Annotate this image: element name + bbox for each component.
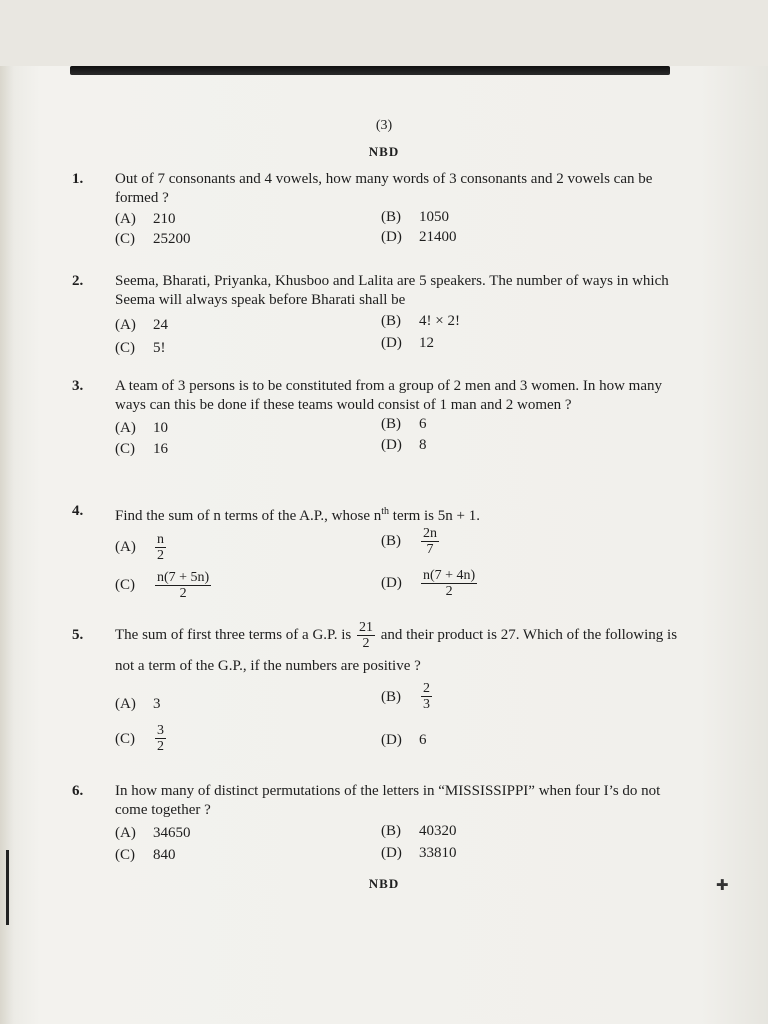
question-number: 6.	[72, 783, 84, 799]
fraction: $\frac{3}{2}$	[157, 723, 164, 755]
option-a: (A) $\frac{n}{2}$	[115, 532, 164, 563]
option-b: (B) 1050	[381, 209, 449, 225]
question-4	[72, 502, 692, 606]
option-a: (A) 210	[115, 211, 176, 227]
question-6	[72, 782, 692, 864]
option-d: (D) 33810	[381, 845, 457, 861]
question-number: 2.	[72, 273, 84, 289]
question-text: Find the sum of n terms of the A.P., whose $n^{th}$ term is 5n + 1.	[115, 506, 480, 524]
option-d: (D) 21400	[381, 229, 457, 245]
fraction: $\frac{2n}{7}$	[423, 526, 437, 557]
page-number: (3)	[375, 118, 393, 133]
question-text: A team of 3 persons is to be constituted from a group of 2 men and 3 women. In how many ways can this be done if these teams would consist of 1 man and 2 women ?	[115, 378, 662, 413]
option-b: (B) 40320	[381, 823, 457, 839]
paper-code: NBD	[368, 144, 400, 159]
option-c: (C) $\frac{n(7 + 5n)}{2}$	[115, 570, 210, 601]
options	[115, 415, 685, 455]
options	[115, 820, 685, 864]
top-binding-bar	[70, 66, 670, 75]
option-d: (D) 6	[381, 732, 427, 749]
option-a: (A) 3	[115, 696, 161, 713]
option-d: (D) 12	[381, 335, 434, 351]
option-b: (B) $\frac{2n}{7}$	[381, 526, 437, 557]
options	[115, 681, 685, 781]
options	[115, 526, 685, 606]
option-a: (A) 10	[115, 420, 168, 436]
question-number: 1.	[72, 171, 84, 187]
question-text: Seema, Bharati, Priyanka, Khusboo and Lalita are 5 speakers. The number of ways in which Seema will always speak before Bharati shall be	[115, 273, 669, 308]
option-a: (A) 24	[115, 317, 168, 333]
option-c: (C) 25200	[115, 231, 191, 247]
question-5	[72, 620, 692, 781]
cross-mark-icon: ✚	[716, 878, 729, 894]
options	[115, 208, 685, 248]
question-number: 4.	[72, 503, 84, 519]
option-d: (D) $\frac{n(7 + 4n)}{2}$	[381, 568, 476, 599]
option-b: (B) 4! × 2!	[381, 313, 460, 329]
option-b: (B) $\frac{2}{3}$	[381, 681, 430, 713]
question-number: 3.	[72, 378, 84, 394]
question-text: In how many of distinct permutations of the letters in “MISSISSIPPI” when four I’s do not come together ?	[115, 783, 661, 818]
question-2	[72, 272, 692, 356]
question-1	[72, 170, 692, 248]
option-d: (D) 8	[381, 437, 427, 453]
question-text: The sum of first three terms of a G.P. is $\frac{21}{2}$ and their product is 27. Which of the following is not a term of the G.P., if the numbers are positive ?	[115, 620, 678, 675]
option-c: (C) 840	[115, 847, 176, 863]
question-3	[72, 377, 692, 455]
options	[115, 310, 685, 356]
fraction: $\frac{2}{3}$	[423, 681, 430, 713]
question-number: 5.	[72, 627, 84, 643]
option-c: (C) 5!	[115, 340, 166, 356]
question-text: Out of 7 consonants and 4 vowels, how many words of 3 consonants and 2 vowels can be formed ?	[115, 171, 653, 206]
fraction: $\frac{n}{2}$	[157, 532, 164, 563]
fraction: $\frac{n(7 + 4n)}{2}$	[423, 568, 476, 599]
fraction: $\frac{21}{2}$	[358, 620, 373, 652]
fraction: $\frac{n(7 + 5n)}{2}$	[157, 570, 210, 601]
option-b: (B) 6	[381, 416, 427, 432]
option-a: (A) 34650	[115, 825, 191, 841]
footer-code: NBD	[368, 876, 400, 891]
option-c: (C) $\frac{3}{2}$	[115, 723, 164, 755]
option-c: (C) 16	[115, 441, 168, 457]
